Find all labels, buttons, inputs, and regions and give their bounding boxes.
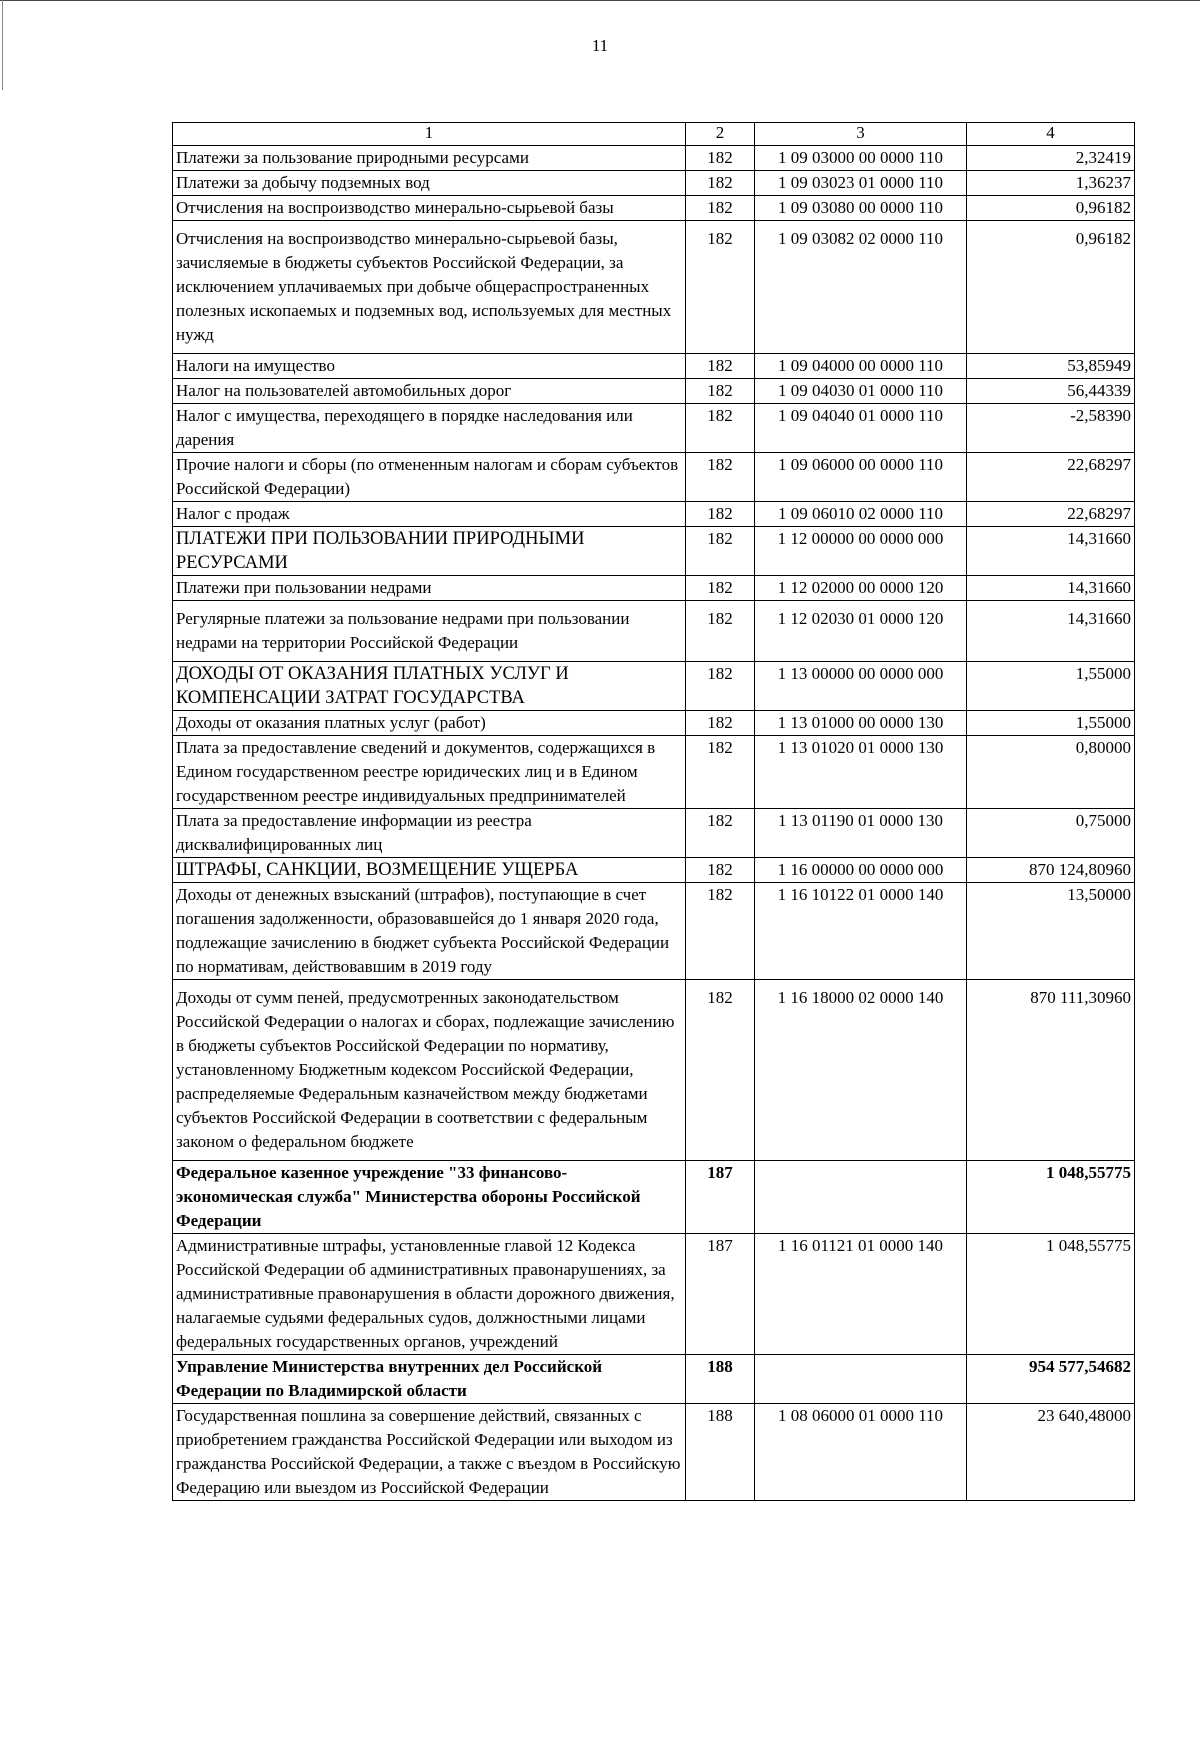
table-row xyxy=(173,980,1135,1161)
budget-classification-code: 1 16 00000 00 0000 000 xyxy=(755,858,967,883)
amount: 1 048,55775 xyxy=(967,1234,1135,1355)
amount: 53,85949 xyxy=(967,354,1135,379)
budget-classification-code: 1 13 00000 00 0000 000 xyxy=(755,662,967,711)
revenue-name: Отчисления на воспроизводство минерально-сырьевой базы xyxy=(173,196,686,221)
revenue-name: Государственная пошлина за совершение действий, связанных с приобретением гражданства Российской Федерации или выходом из гражданства Российской Федерации, а также с въездом в Российскую Федерацию или выездом из Российской Федерации xyxy=(173,1404,686,1501)
table-row xyxy=(173,858,1135,883)
column-header-3: 3 xyxy=(755,123,967,146)
budget-classification-code: 1 16 18000 02 0000 140 xyxy=(755,980,967,1161)
amount: 0,96182 xyxy=(967,221,1135,354)
amount: 0,75000 xyxy=(967,809,1135,858)
revenue-name: Управление Министерства внутренних дел Российской Федерации по Владимирской области xyxy=(173,1355,686,1404)
revenue-name: Налог с продаж xyxy=(173,502,686,527)
page-top-border xyxy=(0,0,1200,1)
budget-classification-code xyxy=(755,1355,967,1404)
table-row xyxy=(173,354,1135,379)
table-row xyxy=(173,221,1135,354)
revenue-name: Платежи при пользовании недрами xyxy=(173,576,686,601)
budget-classification-code: 1 16 01121 01 0000 140 xyxy=(755,1234,967,1355)
revenue-name: ДОХОДЫ ОТ ОКАЗАНИЯ ПЛАТНЫХ УСЛУГ И КОМПЕНСАЦИИ ЗАТРАТ ГОСУДАРСТВА xyxy=(173,662,686,711)
revenue-name: Прочие налоги и сборы (по отмененным налогам и сборам субъектов Российской Федерации) xyxy=(173,453,686,502)
table-row xyxy=(173,662,1135,711)
table-row xyxy=(173,1355,1135,1404)
admin-code: 182 xyxy=(686,601,755,662)
admin-code: 182 xyxy=(686,404,755,453)
amount: 870 124,80960 xyxy=(967,858,1135,883)
page-number: 11 xyxy=(591,36,609,55)
budget-classification-code: 1 09 06010 02 0000 110 xyxy=(755,502,967,527)
table-row xyxy=(173,736,1135,809)
amount: 1,36237 xyxy=(967,171,1135,196)
amount: 14,31660 xyxy=(967,601,1135,662)
admin-code: 182 xyxy=(686,379,755,404)
table-row xyxy=(173,711,1135,736)
admin-code: 182 xyxy=(686,858,755,883)
table-row xyxy=(173,404,1135,453)
admin-code: 182 xyxy=(686,196,755,221)
budget-classification-code: 1 09 04040 01 0000 110 xyxy=(755,404,967,453)
revenue-name: Отчисления на воспроизводство минерально-сырьевой базы, зачисляемые в бюджеты субъектов Российской Федерации, за исключением уплачиваемых при добыче общераспространенных полезных ископаемых и подземных вод, используемых для местных нужд xyxy=(173,221,686,354)
table-row xyxy=(173,171,1135,196)
column-header-2: 2 xyxy=(686,123,755,146)
column-header-4: 4 xyxy=(967,123,1135,146)
budget-classification-code: 1 09 03000 00 0000 110 xyxy=(755,146,967,171)
revenue-name: Административные штрафы, установленные главой 12 Кодекса Российской Федерации об административных правонарушениях, за административные правонарушения в области дорожного движения, налагаемые судьями федеральных судов, должностными лицами федеральных государственных органов, учреждений xyxy=(173,1234,686,1355)
revenue-name: Платежи за добычу подземных вод xyxy=(173,171,686,196)
admin-code: 182 xyxy=(686,502,755,527)
admin-code: 182 xyxy=(686,662,755,711)
admin-code: 182 xyxy=(686,146,755,171)
admin-code: 188 xyxy=(686,1355,755,1404)
revenue-name: Налоги на имущество xyxy=(173,354,686,379)
revenue-name: Доходы от денежных взысканий (штрафов), поступающие в счет погашения задолженности, образовавшейся до 1 января 2020 года, подлежащие зачислению в бюджет субъекта Российской Федерации по нормативам, действовавшим в 2019 году xyxy=(173,883,686,980)
admin-code: 182 xyxy=(686,453,755,502)
column-header-1: 1 xyxy=(173,123,686,146)
revenue-name: Налог на пользователей автомобильных дорог xyxy=(173,379,686,404)
revenue-name: Доходы от оказания платных услуг (работ) xyxy=(173,711,686,736)
admin-code: 182 xyxy=(686,354,755,379)
admin-code: 182 xyxy=(686,809,755,858)
revenue-table xyxy=(172,122,1135,1501)
admin-code: 182 xyxy=(686,527,755,576)
amount: 1,55000 xyxy=(967,711,1135,736)
admin-code: 182 xyxy=(686,576,755,601)
revenue-name: ПЛАТЕЖИ ПРИ ПОЛЬЗОВАНИИ ПРИРОДНЫМИ РЕСУРСАМИ xyxy=(173,527,686,576)
budget-classification-code: 1 09 04030 01 0000 110 xyxy=(755,379,967,404)
revenue-name: Федеральное казенное учреждение "33 финансово-экономическая служба" Министерства обороны Российской Федерации xyxy=(173,1161,686,1234)
revenue-name: Налог с имущества, переходящего в порядке наследования или дарения xyxy=(173,404,686,453)
budget-classification-code: 1 16 10122 01 0000 140 xyxy=(755,883,967,980)
table-row xyxy=(173,809,1135,858)
budget-classification-code: 1 09 03082 02 0000 110 xyxy=(755,221,967,354)
table-row xyxy=(173,196,1135,221)
amount: 22,68297 xyxy=(967,502,1135,527)
table-row xyxy=(173,1161,1135,1234)
table-row xyxy=(173,576,1135,601)
amount: 0,80000 xyxy=(967,736,1135,809)
budget-classification-code: 1 09 06000 00 0000 110 xyxy=(755,453,967,502)
revenue-name: Плата за предоставление сведений и документов, содержащихся в Едином государственном реестре юридических лиц и в Едином государственном реестре индивидуальных предпринимателей xyxy=(173,736,686,809)
table-row xyxy=(173,1404,1135,1501)
admin-code: 182 xyxy=(686,980,755,1161)
revenue-name: ШТРАФЫ, САНКЦИИ, ВОЗМЕЩЕНИЕ УЩЕРБА xyxy=(173,858,686,883)
admin-code: 187 xyxy=(686,1234,755,1355)
revenue-name: Платежи за пользование природными ресурсами xyxy=(173,146,686,171)
admin-code: 182 xyxy=(686,221,755,354)
admin-code: 182 xyxy=(686,736,755,809)
admin-code: 182 xyxy=(686,883,755,980)
table-row xyxy=(173,1234,1135,1355)
amount: 1 048,55775 xyxy=(967,1161,1135,1234)
table-row xyxy=(173,601,1135,662)
admin-code: 188 xyxy=(686,1404,755,1501)
budget-classification-code: 1 09 03023 01 0000 110 xyxy=(755,171,967,196)
table-row xyxy=(173,883,1135,980)
budget-classification-code: 1 09 03080 00 0000 110 xyxy=(755,196,967,221)
amount: 22,68297 xyxy=(967,453,1135,502)
table-row xyxy=(173,453,1135,502)
amount: 56,44339 xyxy=(967,379,1135,404)
amount: 1,55000 xyxy=(967,662,1135,711)
table-row xyxy=(173,146,1135,171)
budget-classification-code: 1 13 01190 01 0000 130 xyxy=(755,809,967,858)
table-row xyxy=(173,527,1135,576)
budget-classification-code: 1 13 01020 01 0000 130 xyxy=(755,736,967,809)
budget-classification-code xyxy=(755,1161,967,1234)
admin-code: 187 xyxy=(686,1161,755,1234)
admin-code: 182 xyxy=(686,171,755,196)
amount: 13,50000 xyxy=(967,883,1135,980)
admin-code: 182 xyxy=(686,711,755,736)
budget-classification-code: 1 09 04000 00 0000 110 xyxy=(755,354,967,379)
revenue-name: Доходы от сумм пеней, предусмотренных законодательством Российской Федерации о налогах и сборах, подлежащие зачислению в бюджеты субъектов Российской Федерации по нормативу, установленному Бюджетным кодексом Российской Федерации, распределяемые Федеральным казначейством между бюджетами субъектов Российской Федерации в соответствии с федеральным законом о федеральном бюджете xyxy=(173,980,686,1161)
amount: 870 111,30960 xyxy=(967,980,1135,1161)
table-header-row xyxy=(173,123,1135,146)
amount: 0,96182 xyxy=(967,196,1135,221)
table-row xyxy=(173,502,1135,527)
amount: 14,31660 xyxy=(967,527,1135,576)
budget-classification-code: 1 12 02030 01 0000 120 xyxy=(755,601,967,662)
table-row xyxy=(173,379,1135,404)
amount: 14,31660 xyxy=(967,576,1135,601)
budget-classification-code: 1 13 01000 00 0000 130 xyxy=(755,711,967,736)
amount: 954 577,54682 xyxy=(967,1355,1135,1404)
budget-classification-code: 1 08 06000 01 0000 110 xyxy=(755,1404,967,1501)
budget-classification-code: 1 12 00000 00 0000 000 xyxy=(755,527,967,576)
amount: 23 640,48000 xyxy=(967,1404,1135,1501)
amount: 2,32419 xyxy=(967,146,1135,171)
amount: -2,58390 xyxy=(967,404,1135,453)
revenue-name: Регулярные платежи за пользование недрами при пользовании недрами на территории Российской Федерации xyxy=(173,601,686,662)
revenue-name: Плата за предоставление информации из реестра дисквалифицированных лиц xyxy=(173,809,686,858)
budget-classification-code: 1 12 02000 00 0000 120 xyxy=(755,576,967,601)
